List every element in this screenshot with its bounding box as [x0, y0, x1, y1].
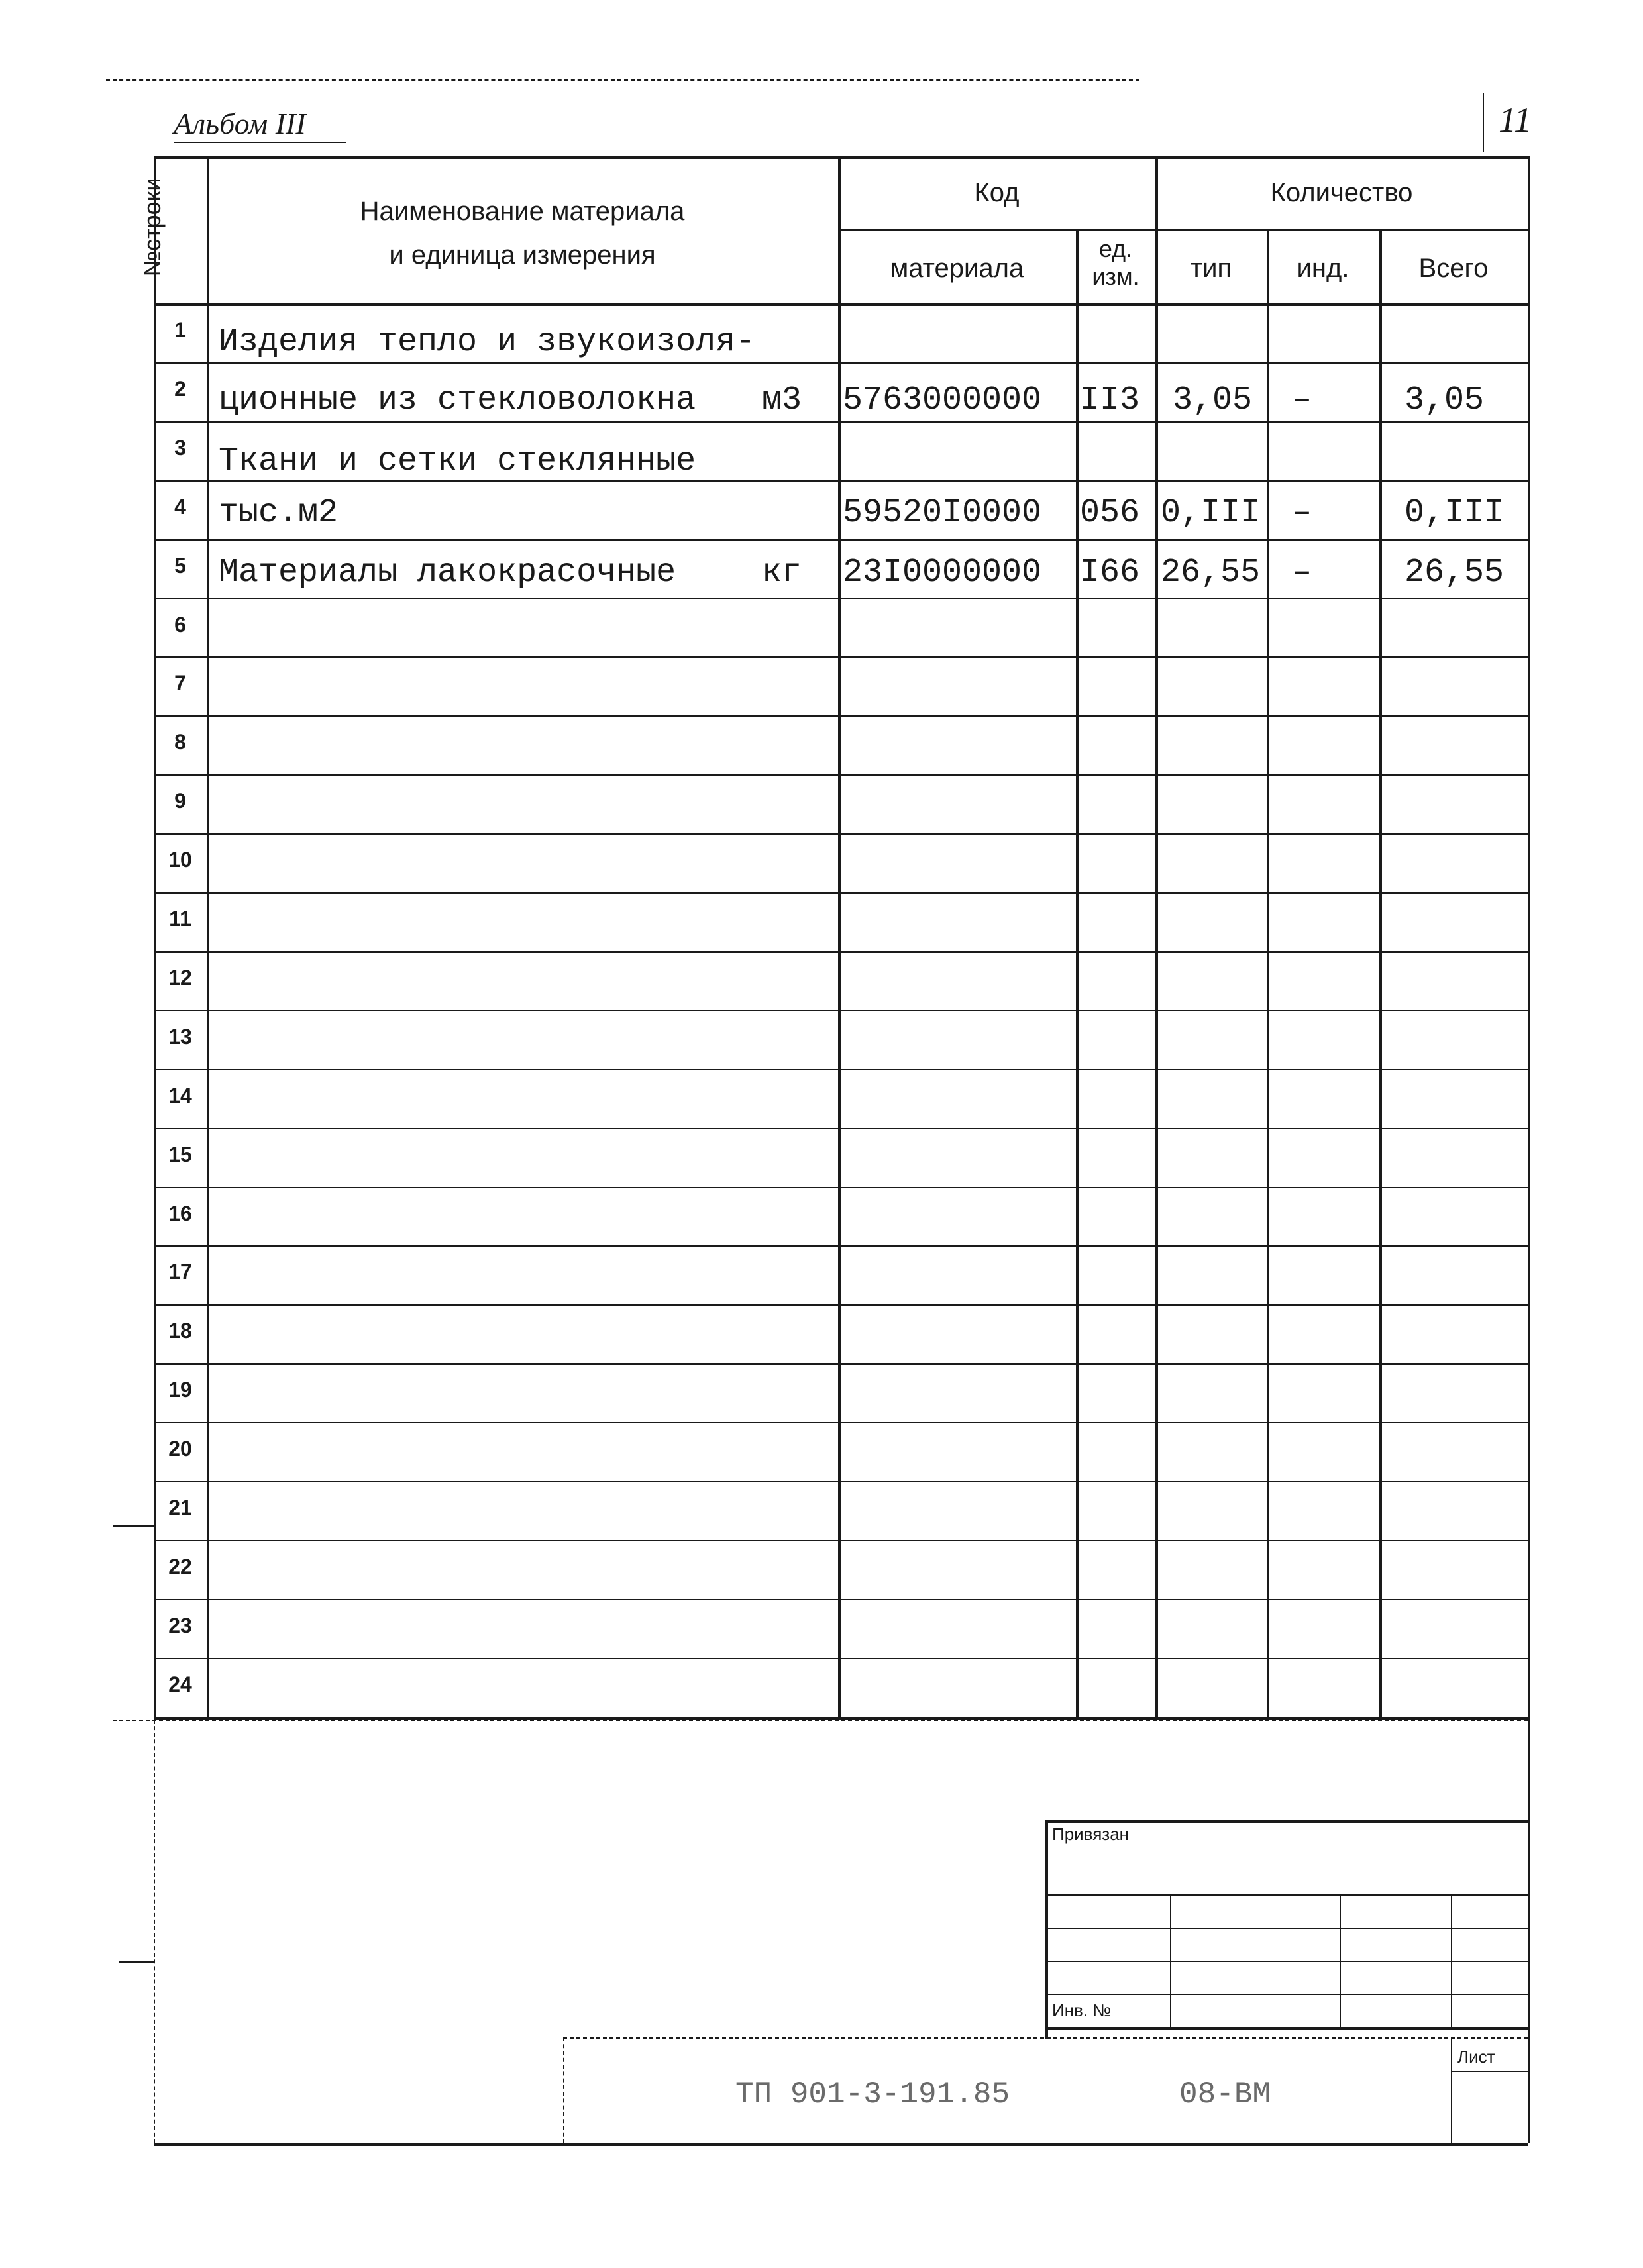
album-label: Альбом III: [174, 107, 306, 140]
row-number: 14: [168, 1084, 192, 1108]
row-number: 9: [174, 789, 186, 813]
entry-4-type: 0,III: [1161, 494, 1261, 532]
entry-5-total: 26,55: [1404, 554, 1505, 592]
page-corner-line: [1483, 93, 1484, 152]
entry-4-unit-code: 056: [1080, 494, 1140, 532]
table-right-border: [1528, 156, 1530, 1720]
margin-tick-2: [119, 1961, 154, 1963]
col-line-code: [838, 156, 841, 1720]
stamp-left-border: [1045, 1820, 1048, 2039]
stamp-doc-section: 08-ВМ: [1179, 2077, 1271, 2112]
row-divider: [154, 1481, 1528, 1482]
top-cut-line: [106, 79, 1140, 81]
header-code-material: материала: [890, 254, 1024, 283]
entry-2-unit: м3: [762, 382, 802, 419]
entry-2-underline: [219, 421, 689, 423]
stamp-line-1: [1045, 1894, 1528, 1896]
entry-2-ind: –: [1292, 382, 1312, 419]
row-number: 8: [174, 730, 186, 754]
row-divider: [154, 1363, 1528, 1365]
margin-tick-1: [113, 1525, 154, 1527]
row-divider: [154, 951, 1528, 953]
entry-4-name: тыс.м2: [219, 494, 339, 532]
row-divider: [154, 656, 1528, 658]
lower-frame-bottom: [154, 2143, 1528, 2146]
lower-frame-right: [1528, 1720, 1530, 2143]
stamp-vline-3: [1451, 1894, 1452, 2027]
row-number: 21: [168, 1496, 192, 1520]
header-name-line2: и единица измерения: [389, 240, 656, 270]
row-divider: [154, 1128, 1528, 1129]
row-number: 10: [168, 848, 192, 872]
row-number: 18: [168, 1319, 192, 1343]
stamp-vline-2: [1340, 1894, 1341, 2027]
row-number: 7: [174, 671, 186, 695]
header-code: Код: [974, 178, 1020, 207]
page-number: 11: [1499, 100, 1532, 140]
row-number: 1: [174, 318, 186, 342]
stamp-doc-code: ТП 901-3-191.85: [735, 2077, 1010, 2112]
col-line-type: [1155, 156, 1158, 1720]
header-row-number: №строки: [138, 178, 166, 277]
row-divider: [154, 1069, 1528, 1070]
row-divider: [154, 1422, 1528, 1423]
row-divider: [154, 715, 1528, 717]
row-number: 20: [168, 1437, 192, 1461]
row-number: 5: [174, 554, 186, 578]
entry-5-name: Материалы лакокрасочные: [219, 554, 676, 592]
entry-2-type: 3,05: [1173, 382, 1253, 419]
stamp-sheet-label: Лист: [1458, 2047, 1495, 2067]
header-qty-ind: инд.: [1297, 254, 1350, 283]
header-unit-line2: изм.: [1092, 263, 1140, 290]
row-number: 13: [168, 1025, 192, 1049]
stamp-inv-no: Инв. №: [1052, 2000, 1112, 2020]
entry-4-ind: –: [1292, 494, 1312, 532]
row-divider: [154, 833, 1528, 835]
row-number: 15: [168, 1143, 192, 1166]
row-number: 12: [168, 966, 192, 990]
row-number: 3: [174, 436, 186, 460]
lower-frame-top: [113, 1720, 1528, 1721]
entry-3-name: Ткани и сетки стеклянные: [219, 442, 696, 480]
sheet-box-divider: [1451, 2071, 1528, 2072]
row-number: 22: [168, 1555, 192, 1578]
row-divider: [154, 539, 1528, 541]
entry-4-code: 59520I0000: [843, 494, 1042, 532]
stamp-vline-1: [1170, 1894, 1171, 2027]
row-divider: [154, 1010, 1528, 1011]
row-number: 17: [168, 1260, 192, 1284]
entry-2-name: ционные из стекловолокна: [219, 382, 696, 419]
row-divider: [154, 1187, 1528, 1188]
stamp-line-2: [1045, 1928, 1528, 1929]
row-number: 24: [168, 1673, 192, 1696]
header-qty-total: Всего: [1418, 254, 1489, 283]
row-divider: [154, 774, 1528, 776]
row-number: 6: [174, 613, 186, 637]
header-bottom-border: [154, 303, 1528, 306]
title-block-left: [563, 2037, 564, 2143]
entry-5-type: 26,55: [1161, 554, 1261, 592]
entry-5-ind: –: [1292, 554, 1312, 592]
header-unit-line1: ед.: [1098, 235, 1133, 262]
row-number: 11: [169, 907, 191, 931]
entry-2-unit-code: II3: [1080, 382, 1140, 419]
stamp-line-5: [1045, 2027, 1528, 2030]
stamp-line-3: [1045, 1961, 1528, 1962]
col-line-unit: [1076, 229, 1079, 1720]
title-block-sheet-divider: [1451, 2037, 1452, 2143]
header-qty-type: тип: [1190, 254, 1232, 283]
header-quantity: Количество: [1270, 178, 1413, 207]
entry-2-code: 5763000000: [843, 382, 1042, 419]
entry-2-total: 3,05: [1404, 382, 1485, 419]
entry-1-name: Изделия тепло и звукоизоля-: [219, 323, 756, 361]
row-divider: [154, 1599, 1528, 1600]
entry-3-underline: [219, 480, 689, 481]
title-block-top: [563, 2037, 1528, 2039]
row-number: 16: [168, 1202, 192, 1225]
lower-frame-left: [154, 1720, 155, 2143]
header-subdivider: [838, 229, 1528, 231]
entry-4-total: 0,III: [1404, 494, 1505, 532]
row-number: 19: [168, 1378, 192, 1402]
col-line-total: [1379, 229, 1382, 1720]
row-divider: [154, 892, 1528, 894]
row-divider: [154, 1540, 1528, 1541]
entry-5-code: 23I0000000: [843, 554, 1042, 592]
entry-5-unit: кг: [762, 554, 802, 592]
table-top-border: [154, 156, 1528, 159]
row-number: 2: [174, 377, 186, 401]
row-divider: [154, 362, 1528, 364]
row-number: 23: [168, 1614, 192, 1637]
album-underline: [174, 142, 346, 143]
row-divider: [154, 1245, 1528, 1247]
entry-5-unit-code: I66: [1080, 554, 1140, 592]
row-divider: [154, 1304, 1528, 1306]
stamp-line-4: [1045, 1994, 1528, 1995]
header-name-line1: Наименование материала: [360, 197, 685, 226]
col-line-name: [207, 156, 209, 1720]
stamp-top-border: [1045, 1820, 1528, 1823]
col-line-ind: [1267, 229, 1269, 1720]
row-divider: [154, 598, 1528, 599]
stamp-privyazan: Привязан: [1052, 1824, 1130, 1844]
row-divider: [154, 1658, 1528, 1659]
row-number: 4: [174, 495, 186, 519]
